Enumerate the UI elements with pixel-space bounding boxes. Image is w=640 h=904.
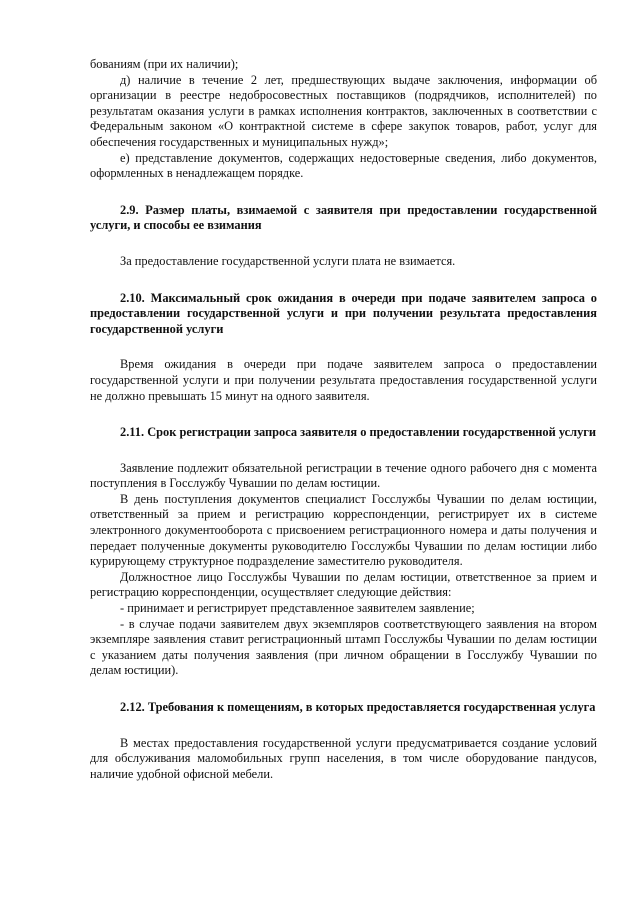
paragraph-2-11-registration: Заявление подлежит обязательной регистрации в течение одного рабочего дня с момента поступления в Госслужбу Чувашии по делам юстиции. — [90, 460, 597, 491]
document-page — [90, 57, 597, 782]
paragraph-2-11-day-of-receipt: В день поступления документов специалист Госслужбы Чувашии по делам юстиции, ответственный за прием и регистрацию корреспонденции, регистрирует их в системе электронного документооборота с присвоением регистрационного номера и даты получения и передает полученные документы руководителю Госслужбы Чувашии по делам юстиции либо курирующему структурное подразделение заместителю руководителя. — [90, 491, 597, 569]
paragraph-2-11-official-actions: Должностное лицо Госслужбы Чувашии по делам юстиции, ответственное за прием и регистрацию корреспонденции, осуществляет следующие действия: — [90, 569, 597, 600]
section-heading-2-10: 2.10. Максимальный срок ожидания в очереди при подаче заявителем запроса о предоставлении государственной услуги и при получении результата предоставления государственной услуги — [90, 290, 597, 336]
paragraph-2-9: За предоставление государственной услуги плата не взимается. — [120, 253, 456, 268]
list-item-two-copies: - в случае подачи заявителем двух экземпляров соответствующего заявления на втором экземпляре заявления ставит регистрационный штамп Госслужбы Чувашии по делам юстиции с указанием даты получения заявления (при личном обращении в Госслужбу Чувашии по делам юстиции). — [90, 616, 597, 678]
section-heading-2-9: 2.9. Размер платы, взимаемой с заявителя при предоставлении государственной услуги, и способы ее взимания — [90, 202, 597, 233]
paragraph-top-continuation: бованиям (при их наличии); — [90, 57, 239, 71]
section-heading-2-11: 2.11. Срок регистрации запроса заявителя о предоставлении государственной услуги — [120, 425, 597, 440]
paragraph-2-10: Время ожидания в очереди при подаче заявителем запроса о предоставлении государственной услуги и при получении результата предоставления государственной услуги не должно превышать 15 минут на одного заявителя. — [90, 357, 597, 403]
section-heading-2-12: 2.12. Требования к помещениям, в которых предоставляется государственная услуга — [120, 700, 596, 714]
paragraph-2-12: В местах предоставления государственной услуги предусматривается создание условий для обслуживания маломобильных групп населения, в том числе оборудование пандусов, наличие удобной офисной мебели. — [90, 735, 597, 781]
list-item-accepts-registers: - принимает и регистрирует представленное заявителем заявление; — [120, 601, 475, 616]
paragraph-item-d: д) наличие в течение 2 лет, предшествующих выдаче заключения, информации об организации в реестре недобросовестных поставщиков (подрядчиков, исполнителей) по результатам оказания услуги в рамках исполнения контрактов, заключенных в соответствии с Федеральным законом «О контрактной системе в сфере закупок товаров, работ, услуг для обеспечения государственных и муниципальных нужд»; — [90, 72, 597, 149]
paragraph-item-e: е) представление документов, содержащих недостоверные сведения, либо документов, оформленных в ненадлежащем порядке. — [90, 150, 597, 181]
